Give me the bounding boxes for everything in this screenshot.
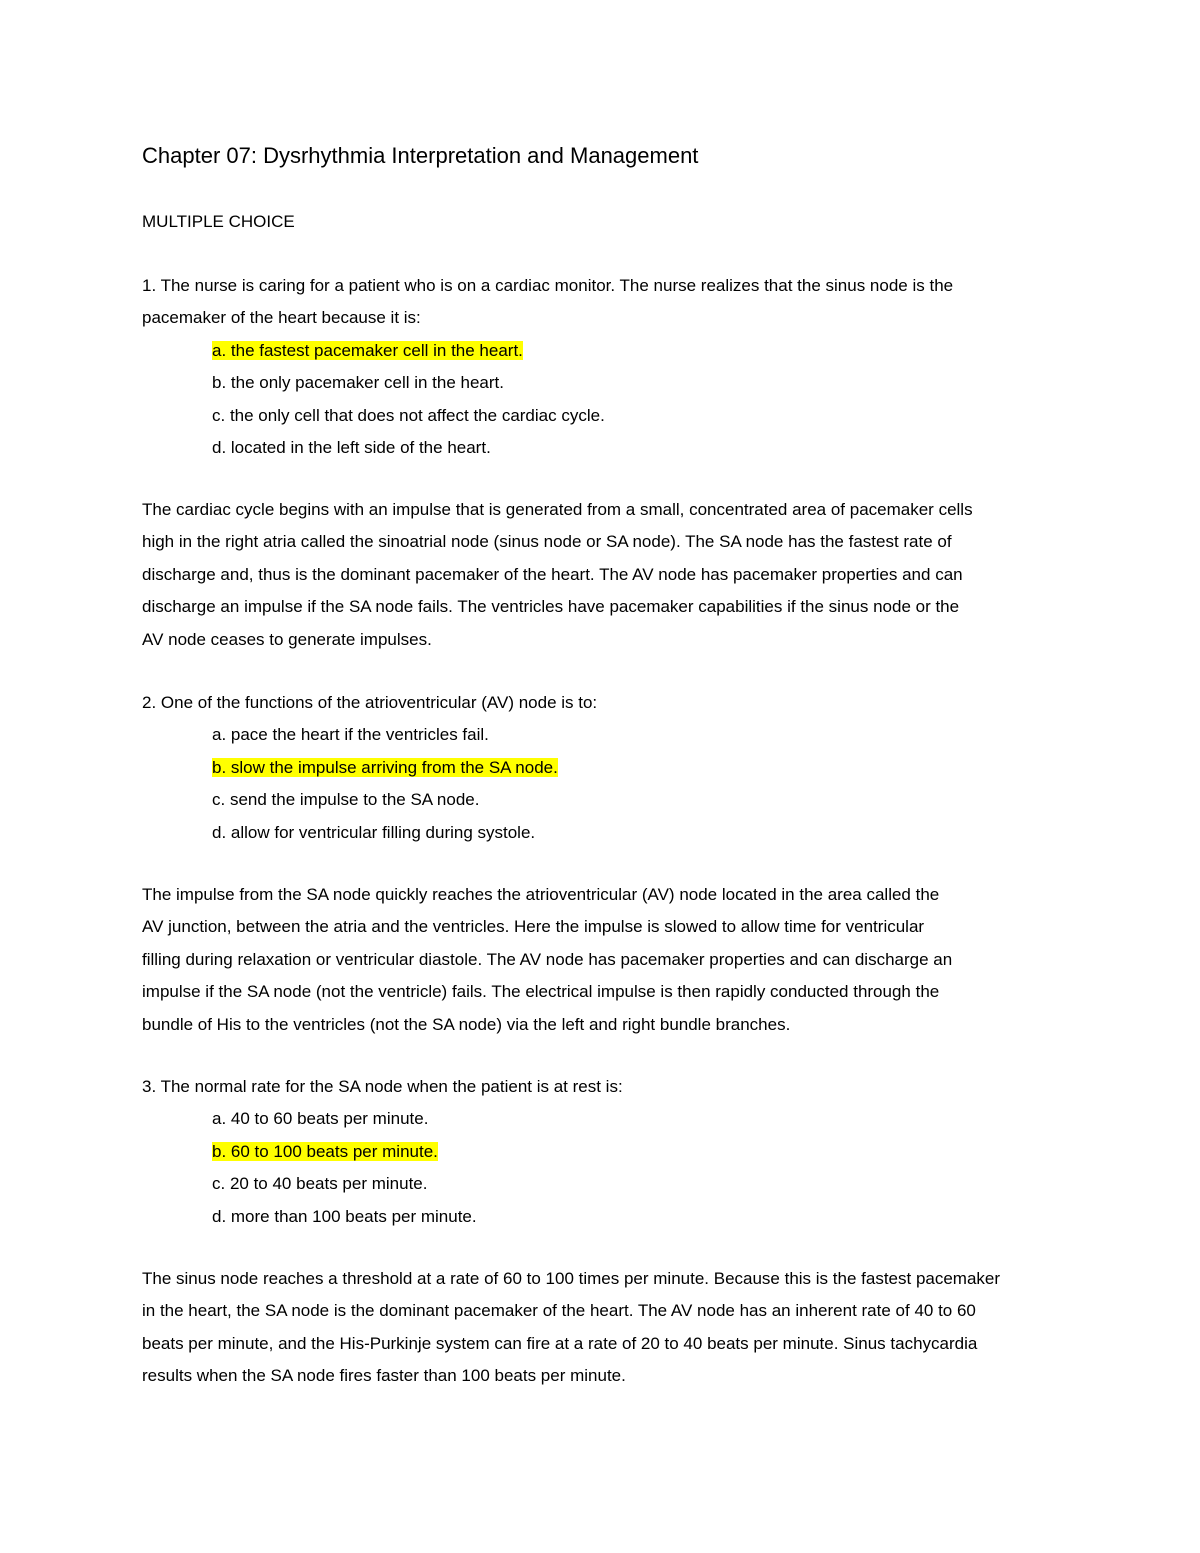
rationale-line: results when the SA node fires faster than 100 beats per minute. xyxy=(142,1366,626,1386)
answer-choice-correct xyxy=(142,752,1062,784)
answer-choice: d. more than 100 beats per minute. xyxy=(212,1206,477,1226)
rationale-line: impulse if the SA node (not the ventricle) fails. The electrical impulse is then rapidly conducted through the xyxy=(142,982,940,1002)
answer-choice: c. 20 to 40 beats per minute. xyxy=(212,1174,428,1194)
answer-choice-correct xyxy=(142,1136,1062,1168)
rationale-line: in the heart, the SA node is the dominant pacemaker of the heart. The AV node has an inherent rate of 40 to 60 xyxy=(142,1301,976,1321)
rationale-1 xyxy=(142,494,1062,656)
rationale-line: AV node ceases to generate impulses. xyxy=(142,629,432,649)
rationale-line: bundle of His to the ventricles (not the SA node) via the left and right bundle branches. xyxy=(142,1014,791,1034)
question-2 xyxy=(142,687,1062,849)
answer-choice: d. located in the left side of the heart. xyxy=(212,438,491,458)
section-heading: MULTIPLE CHOICE xyxy=(142,212,295,231)
answer-highlight: b. slow the impulse arriving from the SA node. xyxy=(212,757,558,777)
question-1 xyxy=(142,270,1062,464)
rationale-3 xyxy=(142,1263,1062,1393)
question-3 xyxy=(142,1071,1062,1233)
question-stem-line: 2. One of the functions of the atrioventricular (AV) node is to: xyxy=(142,693,598,712)
rationale-line: The sinus node reaches a threshold at a rate of 60 to 100 times per minute. Because this is the fastest pacemaker xyxy=(142,1269,1001,1288)
page-title: Chapter 07: Dysrhythmia Interpretation and Management xyxy=(142,143,699,168)
rationale-line: The cardiac cycle begins with an impulse that is generated from a small, concentrated area of pacemaker cells xyxy=(142,500,973,519)
rationale-line: AV junction, between the atria and the ventricles. Here the impulse is slowed to allow time for ventricular xyxy=(142,917,925,937)
answer-choice: a. pace the heart if the ventricles fail. xyxy=(212,725,489,745)
answer-highlight: b. 60 to 100 beats per minute. xyxy=(212,1141,438,1161)
rationale-line: discharge an impulse if the SA node fails. The ventricles have pacemaker capabilities if the sinus node or the xyxy=(142,597,960,617)
rationale-2 xyxy=(142,879,1062,1041)
question-stem-line: 3. The normal rate for the SA node when the patient is at rest is: xyxy=(142,1077,623,1096)
rationale-line: discharge and, thus is the dominant pacemaker of the heart. The AV node has pacemaker properties and can xyxy=(142,564,963,584)
rationale-line: filling during relaxation or ventricular diastole. The AV node has pacemaker properties and can discharge an xyxy=(142,949,953,969)
answer-choice: c. send the impulse to the SA node. xyxy=(212,790,480,810)
answer-choice: b. the only pacemaker cell in the heart. xyxy=(212,373,504,393)
rationale-line: beats per minute, and the His-Purkinje system can fire at a rate of 20 to 40 beats per minute. Sinus tachycardia xyxy=(142,1333,978,1353)
answer-choice: a. 40 to 60 beats per minute. xyxy=(212,1109,429,1129)
rationale-line: The impulse from the SA node quickly reaches the atrioventricular (AV) node located in the area called the xyxy=(142,885,940,904)
answer-choice: d. allow for ventricular filling during systole. xyxy=(212,822,536,842)
answer-choice: c. the only cell that does not affect the cardiac cycle. xyxy=(212,405,605,425)
question-stem-line: pacemaker of the heart because it is: xyxy=(142,308,421,328)
question-stem-line: 1. The nurse is caring for a patient who is on a cardiac monitor. The nurse realizes that the sinus node is the xyxy=(142,276,954,295)
answer-choice-correct xyxy=(142,335,1062,367)
rationale-line: high in the right atria called the sinoatrial node (sinus node or SA node). The SA node has the fastest rate of xyxy=(142,532,952,552)
answer-highlight: a. the fastest pacemaker cell in the heart. xyxy=(212,340,523,360)
